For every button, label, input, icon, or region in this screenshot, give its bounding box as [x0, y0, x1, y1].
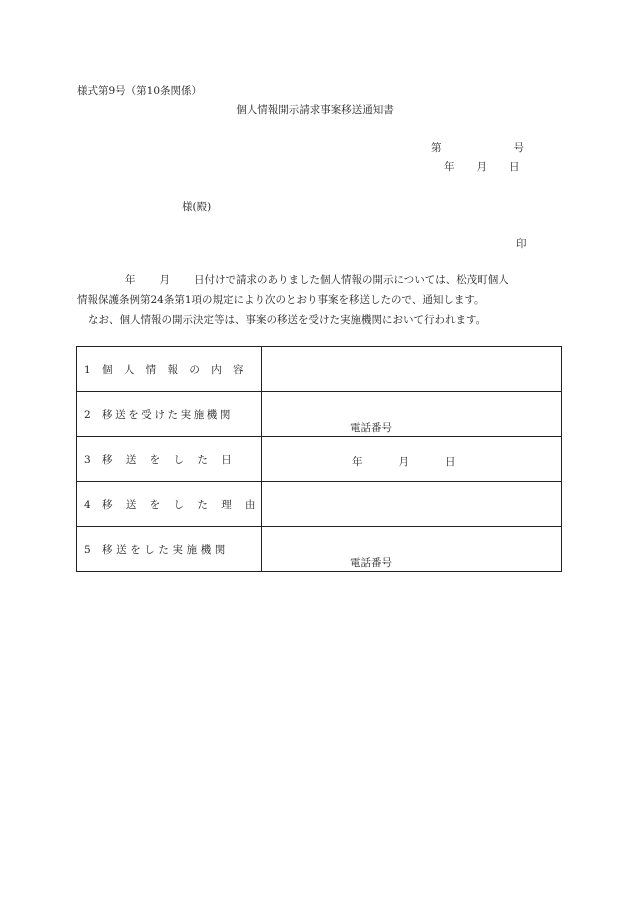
issue-date-line [444, 162, 520, 173]
body-month: 月 [159, 274, 170, 286]
document-number-line [431, 143, 524, 154]
transfer-month: 月 [398, 456, 409, 468]
table-row [77, 437, 562, 482]
document-title: 個人情報開示請求事案移送通知書 [236, 104, 394, 116]
number-suffix: 号 [513, 142, 524, 154]
row-label [77, 482, 262, 527]
row-label-text: 移送を受けた実施機関 [102, 408, 233, 421]
body-line-2: 情報保護条例第24条第1項の規定により次のとおり事案を移送したので、通知します。 [77, 294, 485, 306]
row-label [77, 347, 262, 392]
row-number: 5 [84, 543, 91, 556]
body-line-3 [77, 310, 567, 330]
transfer-day: 日 [445, 456, 456, 468]
body-line-1 [77, 270, 567, 290]
row-label-text: 移送をした実施機関 [102, 543, 229, 556]
body-line-3-text: なお、個人情報の開示決定等は、事案の移送を受けた実施機関において行われます。 [88, 314, 487, 326]
body-year: 年 [125, 274, 136, 286]
row-number: 2 [84, 408, 91, 421]
row-label-text: 移 送 を し た 日 [102, 453, 237, 466]
table-row [77, 347, 562, 392]
row-label-text: 移 送 を し た 理 由 [102, 498, 261, 511]
form-number: 様式第9号（第10条関係） [77, 85, 203, 97]
row-label [77, 527, 262, 572]
row-number: 1 [84, 363, 91, 376]
row-label [77, 392, 262, 437]
table-row [77, 482, 562, 527]
sending-agency-field[interactable] [262, 527, 562, 572]
row-label-text: 個 人 情 報 の 内 容 [102, 363, 248, 376]
personal-info-content-field[interactable] [262, 347, 562, 392]
table-row [77, 392, 562, 437]
row-number: 4 [84, 498, 91, 511]
table-row [77, 527, 562, 572]
receiving-agency-field[interactable] [262, 392, 562, 437]
transfer-year: 年 [352, 456, 363, 468]
phone-label: 電話番号 [350, 557, 392, 569]
number-prefix: 第 [431, 142, 442, 154]
issue-day: 日 [509, 161, 520, 173]
recipient-honorific: 様(殿) [182, 201, 212, 213]
transfer-date-field[interactable] [262, 437, 562, 482]
transfer-reason-field[interactable] [262, 482, 562, 527]
seal-mark: 印 [516, 238, 527, 250]
issue-month: 月 [476, 161, 487, 173]
row-number: 3 [84, 453, 91, 466]
phone-label: 電話番号 [350, 422, 392, 434]
transfer-date [352, 454, 456, 469]
transfer-details-table [76, 346, 562, 572]
issue-year: 年 [444, 161, 455, 173]
body-line-1-text: 日付けで請求のありました個人情報の開示については、松茂町個人 [194, 274, 509, 286]
row-label [77, 437, 262, 482]
